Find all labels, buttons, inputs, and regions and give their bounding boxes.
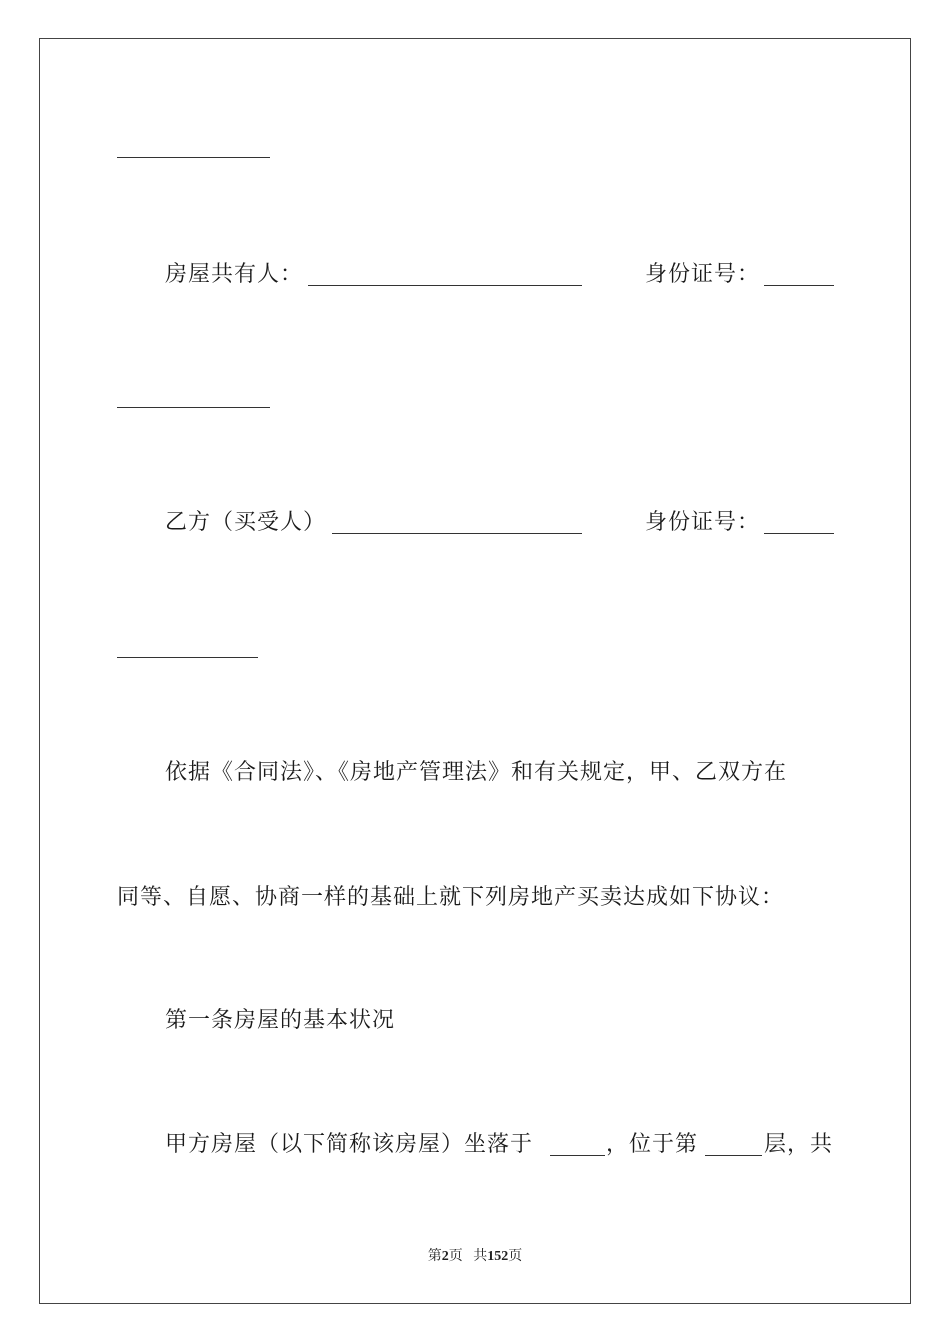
article-1-text-b: ，位于第 <box>606 1132 699 1157</box>
page-suffix: 页 <box>448 1249 463 1264</box>
id-number-blank-2 <box>764 533 834 534</box>
party-b-label: 乙方（买受人） <box>165 510 327 535</box>
intro-paragraph-line-2: 同等、自愿、协商一样的基础上就下列房地产买卖达成如下协议： <box>117 885 785 910</box>
article-1-text-c: 层，共 <box>764 1132 834 1157</box>
blank-line-3 <box>117 657 258 658</box>
page-prefix: 第 <box>427 1249 442 1264</box>
article-1-text-a: 甲方房屋（以下简称该房屋）坐落于 <box>165 1132 534 1157</box>
id-number-label-2: 身份证号： <box>645 510 761 535</box>
party-b-blank <box>332 533 582 534</box>
intro-paragraph-line-1: 依据《合同法》、《房地产管理法》和有关规定，甲、乙双方在 <box>165 760 788 785</box>
total-suffix: 页 <box>508 1249 523 1264</box>
id-number-blank-1 <box>764 285 834 286</box>
page-number: 2 <box>441 1249 449 1264</box>
co-owner-label: 房屋共有人： <box>165 262 304 287</box>
total-prefix: 共 <box>473 1249 488 1264</box>
id-number-label-1: 身份证号： <box>645 262 761 287</box>
page-border <box>39 38 911 1304</box>
page-footer <box>0 1247 950 1267</box>
co-owner-blank <box>308 285 582 286</box>
location-blank <box>550 1155 605 1156</box>
total-pages: 152 <box>487 1249 509 1264</box>
article-1-title: 第一条房屋的基本状况 <box>165 1008 396 1033</box>
blank-line-2 <box>117 407 270 408</box>
blank-line-1 <box>117 157 270 158</box>
floor-blank <box>705 1155 762 1156</box>
